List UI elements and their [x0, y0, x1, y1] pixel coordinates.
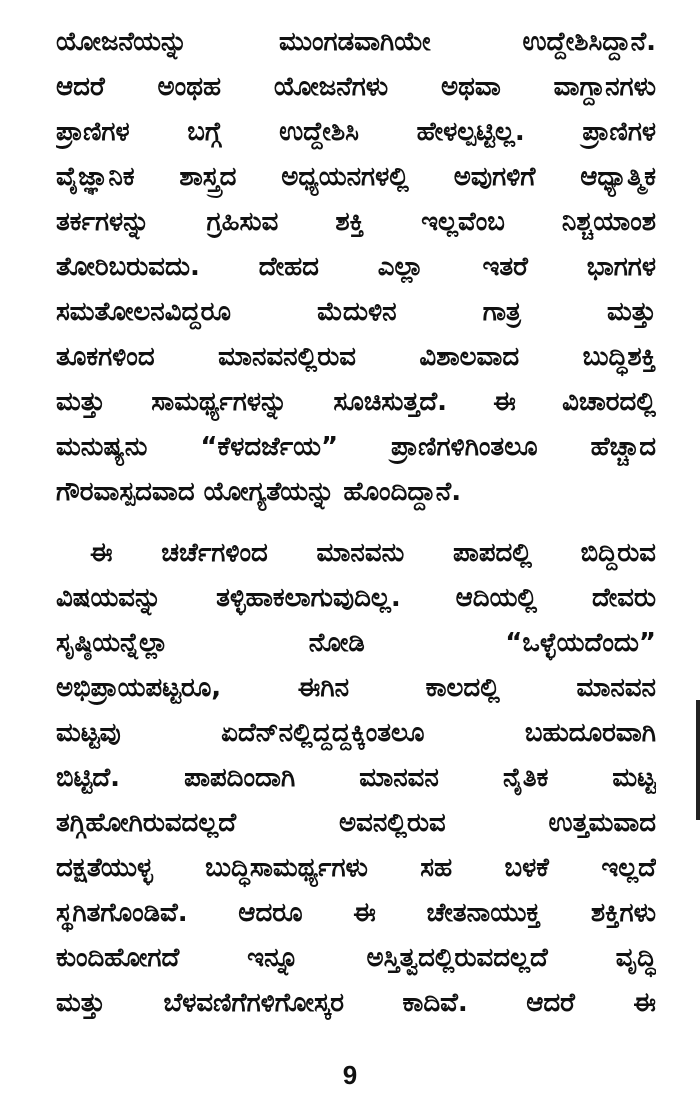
text-line: ದಕ್ಷತೆಯುಳ್ಳ ಬುದ್ಧಿಸಾಮರ್ಥ್ಯಗಳು ಸಹ ಬಳಕೆ ಇಲ್ಲದೆ — [56, 853, 656, 883]
text-line: ಸೃಷ್ಠಿಯನ್ನೆಲ್ಲಾ ನೋಡಿ “ಒಳ್ಳೆಯದೆಂದು” — [56, 628, 656, 658]
text-line: ಆದರೆ ಅಂಥಹ ಯೋಜನೆಗಳು ಅಥವಾ ವಾಗ್ದಾನಗಳು — [56, 72, 656, 102]
text-line: ಗೌರವಾಸ್ಪದವಾದ ಯೋಗ್ಯತೆಯನ್ನು ಹೊಂದಿದ್ದಾನೆ. — [56, 477, 462, 507]
text-line: ಬಿಟ್ಟಿದೆ. ಪಾಪದಿಂದಾಗಿ ಮಾನವನ ನೈತಿಕ ಮಟ್ಟ — [56, 763, 656, 793]
text-line: ಪ್ರಾಣಿಗಳ ಬಗ್ಗೆ ಉದ್ದೇಶಿಸಿ ಹೇಳಲ್ಪಟ್ಟಿಲ್ಲ. ಪ್ರಾಣಿಗಳ — [56, 117, 656, 147]
text-line: ಸ್ಥಗಿತಗೊಂಡಿವೆ. ಆದರೂ ಈ ಚೇತನಾಯುಕ್ತ ಶಕ್ತಿಗಳು — [56, 898, 656, 928]
page-number: 9 — [342, 1060, 358, 1090]
text-line: ಕುಂದಿಹೋಗದೆ ಇನ್ನೂ ಅಸ್ತಿತ್ವದಲ್ಲಿರುವದಲ್ಲದೆ ವೃದ್ಧಿ — [56, 943, 656, 973]
text-line: ಮಟ್ಟವು ಏದೆನ್‌ನಲ್ಲಿದ್ದದ್ದಕ್ಕಿಂತಲೂ ಬಹುದೂರವಾಗಿ — [56, 718, 656, 748]
text-line: ಮತ್ತು ಸಾಮರ್ಥ್ಯಗಳನ್ನು ಸೂಚಿಸುತ್ತದೆ. ಈ ವಿಚಾರದಲ್ಲಿ — [56, 387, 656, 417]
text-line: ತೋರಿಬರುವದು. ದೇಹದ ಎಲ್ಲಾ ಇತರೆ ಭಾಗಗಳ — [56, 252, 656, 282]
text-line: ಸಮತೋಲನವಿದ್ದರೂ ಮೆದುಳಿನ ಗಾತ್ರ ಮತ್ತು — [56, 297, 656, 327]
text-line: ವೈಜ್ಞಾನಿಕ ಶಾಸ್ತ್ರದ ಅಧ್ಯಯನಗಳಲ್ಲಿ ಅವುಗಳಿಗೆ ಆಧ್ಯಾತ್ಮಿಕ — [56, 162, 656, 192]
paragraph-2 — [56, 531, 656, 1026]
text-line: ತರ್ಕಗಳನ್ನು ಗ್ರಹಿಸುವ ಶಕ್ತಿ ಇಲ್ಲವೆಂಬ ನಿಶ್ಚಯಾಂಶ — [56, 207, 656, 237]
text-line: ತಗ್ಗಿಹೋಗಿರುವದಲ್ಲದೆ ಅವನಲ್ಲಿರುವ ಉತ್ತಮವಾದ — [56, 808, 656, 838]
text-line: ಮತ್ತು ಬೆಳವಣಿಗೆಗಳಿಗೋಸ್ಕರ ಕಾದಿವೆ. ಆದರೆ ಈ — [56, 988, 656, 1018]
text-line: ಅಭಿಪ್ರಾಯಪಟ್ಟರೂ, ಈಗಿನ ಕಾಲದಲ್ಲಿ ಮಾನವನ — [56, 673, 656, 703]
text-line: ತೂಕಗಳಿಂದ ಮಾನವನಲ್ಲಿರುವ ವಿಶಾಲವಾದ ಬುದ್ಧಿಶಕ್ತಿ — [56, 342, 656, 372]
text-line: ಈ ಚರ್ಚೆಗಳಿಂದ ಮಾನವನು ಪಾಪದಲ್ಲಿ ಬಿದ್ದಿರುವ — [90, 538, 656, 568]
text-line: ಮನುಷ್ಯನು “ಕೆಳದರ್ಜೆಯ” ಪ್ರಾಣಿಗಳಿಗಿಂತಲೂ ಹೆಚ್ಚಾದ — [56, 432, 656, 462]
text-line: ಯೋಜನೆಯನ್ನು ಮುಂಗಡವಾಗಿಯೇ ಉದ್ದೇಶಿಸಿದ್ದಾನೆ. — [56, 27, 656, 57]
paragraph-1 — [56, 20, 656, 515]
text-line: ವಿಷಯವನ್ನು ತಳ್ಳಿಹಾಕಲಾಗುವುದಿಲ್ಲ. ಆದಿಯಲ್ಲಿ ದೇವರು — [56, 583, 656, 613]
scan-edge-mark — [696, 700, 700, 820]
